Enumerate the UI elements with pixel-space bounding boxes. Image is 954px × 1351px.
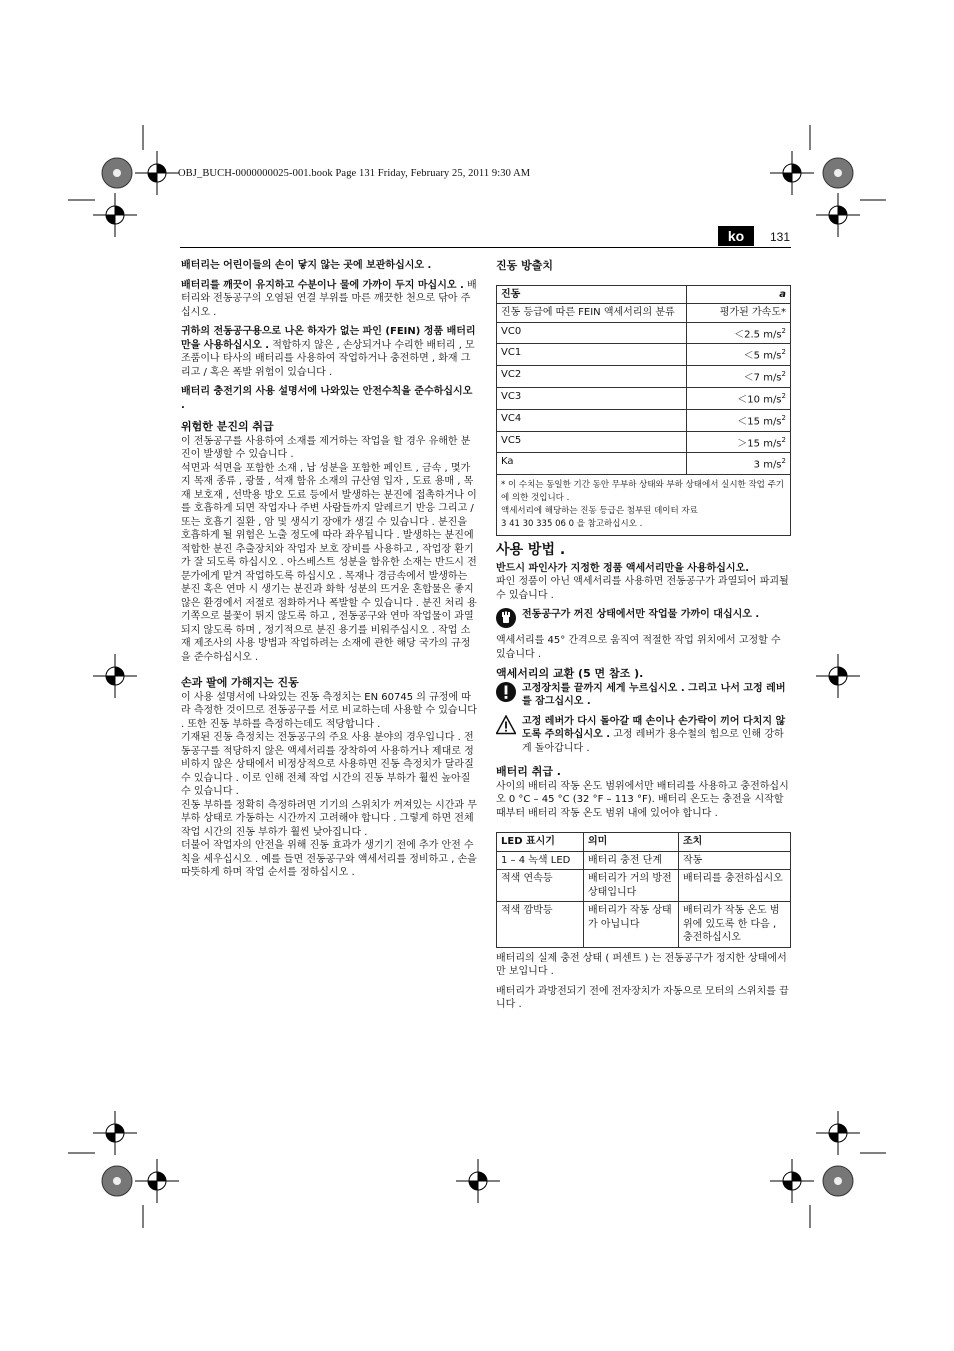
led-cell: 배터리 충전 단계 (584, 851, 679, 870)
vib-row-value: ＜5 $m/s^2$ (687, 344, 791, 366)
accessory-warning-text-1: 고정장치를 끝까지 세게 누르십시오 . 그리고 나서 고정 레버를 잠그십시오 . (522, 682, 786, 708)
vib-row-value: ＞15 $m/s^2$ (687, 431, 791, 453)
vibration-paragraph-1: 이 사용 설명서에 나와있는 진동 측정치는 EN 60745 의 규정에 따라 측정한 것이므로 전동공구를 서로 비교하는데 사용할 수 있습니다 . 또한 진동 부하를 측정하는데도 적당합니다 . (181, 691, 477, 730)
led-cell: 1 – 4 녹색 LED (497, 851, 584, 870)
vibration-table-note (496, 475, 791, 536)
usage-accessory-paragraph: 반드시 파인사가 지정한 정품 액세서리만을 사용하십시오. 파인 정품이 아닌 액세서리를 사용하면 전동공구가 과열되어 파괴될 수 있습니다 . (496, 562, 789, 601)
vib-row-value: ＜10 $m/s^2$ (687, 387, 791, 409)
accessory-warning-row-1 (496, 682, 791, 709)
vib-row-value: 3 $m/s^2$ (687, 453, 791, 475)
left-column (181, 259, 477, 886)
usage-heading: 사용 방법 . (496, 542, 566, 559)
vib-row-value: ＜7 $m/s^2$ (687, 366, 791, 388)
led-indicator-table (496, 832, 791, 948)
battery-overdischarge-paragraph: 배터리가 과방전되기 전에 전자장치가 자동으로 모터의 스위치를 끕니다 . (496, 985, 789, 1011)
note-line-2: 액세서리에 해당하는 진동 등급은 첨부된 데이터 자료 (501, 506, 698, 517)
led-cell: 작동 (679, 851, 791, 870)
battery-handling-heading: 배터리 취급 . (496, 765, 561, 779)
led-cell: 배터리가 작동 온도 범위에 있도록 한 다음 , 충전하십시오 (679, 902, 791, 948)
accessory-change-heading: 액세서리의 교환 (5 면 참조 ). (496, 667, 644, 681)
vib-row-label: VC1 (497, 344, 687, 366)
led-head-1: LED 표시기 (497, 833, 584, 852)
vibration-heading: 손과 팔에 가해지는 진동 (181, 676, 299, 689)
battery-genuine-paragraph: 귀하의 전동공구용으로 나온 하자가 없는 파인 (FEIN) 정품 배터리만을 사용하십시오 . 적합하지 않은 , 손상되거나 수리한 배터리 , 모조품이나 타사의 배터리를 사용하여 작업하거나 충전하면 , 화재 그리고 / 혹은 폭발 위험이 있습니다 . (181, 326, 476, 378)
dust-paragraph-1: 이 전동공구를 사용하여 소재를 제거하는 작업을 할 경우 유해한 분진이 발생할 수 있습니다 . (181, 435, 471, 460)
language-badge: ko (718, 226, 754, 246)
led-cell: 적색 깜박등 (497, 902, 584, 948)
vib-table-sub-1: 진동 등급에 따른 FEIN 액세서리의 분류 (497, 304, 687, 323)
battery-charge-state-paragraph: 배터리의 실제 충전 상태 ( 퍼센트 ) 는 전동공구가 정지한 상태에서만 보입니다 . (496, 952, 787, 978)
vib-row-value: ＜15 $m/s^2$ (687, 409, 791, 431)
led-cell: 배터리가 작동 상태가 아닙니다 (584, 902, 679, 948)
led-cell: 배터리가 거의 방전 상태입니다 (584, 870, 679, 902)
vib-table-head-2: a (687, 285, 791, 304)
battery-clean-paragraph: 배터리를 깨끗이 유지하고 수분이나 물에 가까이 두지 마십시오 . 배터리와 전동공구의 오염된 연결 부위를 마른 깨끗한 천으로 닦아 주십시오 . (181, 279, 477, 318)
vibration-paragraph-4: 더불어 작업자의 안전을 위해 진동 효과가 생기기 전에 추가 안전 수칙을 세우십시오 . 예를 들면 전동공구와 액세서리를 정비하고 , 손을 따뜻하게 하며 작업 순서를 정하십시오 . (181, 840, 477, 878)
vib-row-label: VC4 (497, 409, 687, 431)
page-number: 131 (770, 230, 791, 244)
right-column (496, 259, 791, 1018)
vib-row-label: VC2 (497, 366, 687, 388)
note-line-3: 3 41 30 335 06 0 을 참고하십시오 . (501, 519, 643, 530)
vib-row-label: VC3 (497, 387, 687, 409)
led-head-3: 조치 (679, 833, 791, 852)
dust-heading: 위험한 분진의 취급 (181, 420, 274, 433)
dust-paragraph-2: 석면과 석면을 포함한 소재 , 납 성분을 포함한 페인트 , 금속 , 몇가지 목재 종류 , 광물 , 석재 함유 소재의 규산염 입자 , 도료 용매 , 목재 보호재 , 선박용 방오 도료 등에서 발생하는 분진에 접촉하거나 이를 호흡하게 되면 작업자나 주변 사람들까지 알레르기 반응 그리고 / 또는 호흡기 질환 , 암 및 생식기 장애가 생길 수 있습니다 . 분진을 호흡하게 될 위험은 노출 정도에 따라 좌우됩니다 . 발생하는 분진에 적합한 분진 추출장치와 작업자 보호 장비를 사용하고 , 작업장 환기가 잘 되도록 하십시오 . 아스베스트 성분을 함유한 소재는 반드시 전문가에게 맡겨 작업하도록 하십시오 . 목재나 경금속에서 발생하는 분진 혹은 연마 시 생기는 분진과 화학 성분의 뜨거운 혼합물은 좋지 않은 환경에서 저절로 점화하거나 폭발할 수 있습니다 . 분진 처리 용기쪽으로 불꽃이 튀지 않도록 하고 , 전동공구와 연마 작업물이 과열되지 않도록 하며 , 정기적으로 분진 용기를 비워주십시오 . 작업 소재 제조사의 사용 방법과 작업하려는 소재에 관한 해당 국가의 규정을 준수하십시오 . (181, 462, 477, 663)
battery-children-warning: 배터리는 어린이들의 손이 닿지 않는 곳에 보관하십시오 . (181, 260, 432, 271)
exclamation-icon (496, 682, 516, 702)
mandatory-action-icon (496, 608, 516, 628)
accessory-warning-text-2: 고정 레버가 다시 돌아갈 때 손이나 손가락이 끼어 다치지 않도록 주의하십시오 . 고정 레버가 용수철의 힘으로 인해 강하게 돌아갑니다 . (522, 715, 786, 754)
vibration-paragraph-2: 기재된 진동 측정치는 전동공구의 주요 사용 분야의 경우입니다 . 전동공구를 적당하지 않은 액세서리를 장착하여 사용하거나 제대로 정비하지 않은 상태에서 비정상적으로 사용하면 진동 측정치가 달라질 수 있습니다 . 이로 인해 전체 작업 시간의 진동 부하가 훨씬 높아질 수 있습니다 . (181, 732, 474, 797)
usage-warning-row (496, 608, 791, 628)
vib-table-head-1: 진동 (497, 285, 687, 304)
usage-warning-text: 전동공구가 꺼진 상태에서만 작업물 가까이 대십시오 . (522, 609, 760, 621)
charger-manual-paragraph: 배터리 충전기의 사용 설명서에 나와있는 안전수칙을 준수하십시오 . (181, 386, 473, 411)
accessory-warning-row-2 (496, 715, 791, 756)
vibration-paragraph-3: 진동 부하를 정확히 측정하려면 기기의 스위치가 꺼져있는 시간과 무부하 상태로 가동하는 시간까지 고려해야 합니다 . 그렇게 하면 전체 작업 시간의 진동 부하가 훨씬 낮아집니다 . (181, 799, 477, 838)
note-line-1: * 이 수치는 동일한 기간 동안 무부하 상태와 부하 상태에서 실시한 작업 주기에 의한 것입니다 . (501, 480, 785, 504)
vib-row-label: VC0 (497, 322, 687, 344)
vib-row-label: Ka (497, 453, 687, 475)
led-cell: 배터리를 충전하십시오 (679, 870, 791, 902)
warning-triangle-icon (496, 715, 516, 735)
book-header-line: OBJ_BUCH-0000000025-001.book Page 131 Friday, February 25, 2011 9:30 AM (178, 168, 531, 179)
battery-temperature-paragraph: 사이의 배터리 작동 온도 범위에서만 배터리를 사용하고 충전하십시오 0 °C – 45 °C (32 °F – 113 °F). 배터리 온도는 충전을 시작할 때부터 배터리 작동 온도 범위 내에 있어야 합니다 . (496, 780, 789, 819)
led-cell: 적색 연속등 (497, 870, 584, 902)
vib-table-sub-2: 평가된 가속도* (687, 304, 791, 323)
vibration-class-table (496, 285, 791, 476)
vib-row-label: VC5 (497, 431, 687, 453)
header-rule (180, 247, 791, 248)
usage-position-paragraph: 액세서리를 45° 간격으로 움직여 적절한 작업 위치에서 고정할 수 있습니다 . (496, 635, 781, 660)
vibration-emission-heading: 진동 방출치 (496, 259, 553, 272)
led-head-2: 의미 (584, 833, 679, 852)
vib-row-value: ＜2.5 $m/s^2$ (687, 322, 791, 344)
